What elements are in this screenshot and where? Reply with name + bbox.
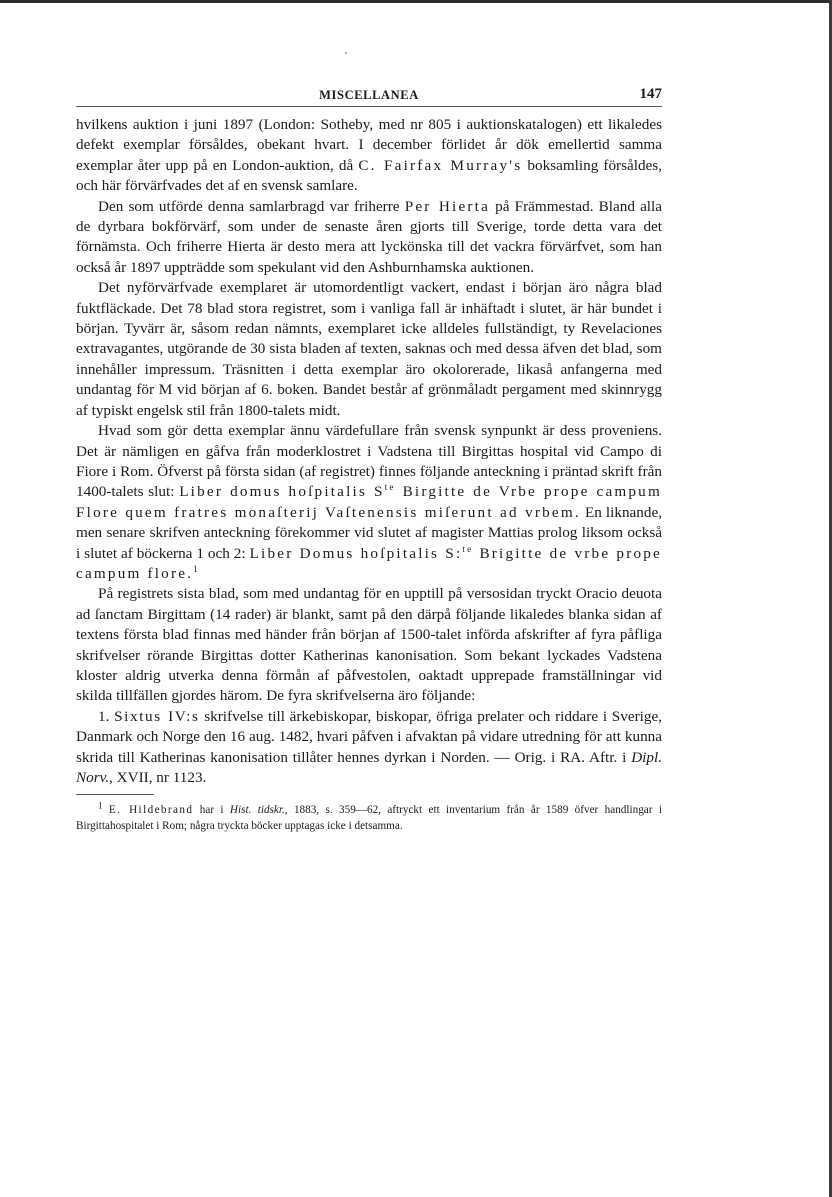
superscript: te	[462, 543, 474, 554]
text-span: på Främmestad. Bland alla de dyrbara bokförvärf, som under de senaste åren gjorts till Sverige, torde detta vara det förnämsta. Och friherre Hierta är desto mera att lyckönska till det vackra förvärfvet, som han också år 1897 uppträdde som spekulant vid den Ashburnhamska auktionen.	[76, 197, 662, 276]
text-span: har i	[193, 804, 230, 817]
text-span: Brigitte de vrbe prope campum flore.	[76, 544, 662, 582]
superscript: te	[384, 482, 396, 493]
text-span: XVII, nr 1123.	[112, 769, 207, 786]
page-header	[76, 86, 662, 106]
paragraph-5: På registrets sista blad, som med undantag för en upptill på versosidan tryckt Oracio deuota ad ſanctam Birgittam (14 rader) är blankt, samt på den därpå följande likaledes blanka sidan af textens första blad finnas med händer från början af 1500-talet införda afskrifter af fyra påfliga skrifvelser rörande Birgittas dotter Katherinas kanonisation. Som bekant lyckades Vadstena kloster aldrig utverka denna förmån af påfvestolen, oaktadt upprepade framställningar vid skilda tillfällen gjordes härom. De fyra skrifvelserna äro följande:	[76, 585, 662, 705]
list-number: 1.	[98, 707, 110, 725]
journal-title: Hist. tidskr.,	[229, 804, 288, 817]
footnote-author: E. Hildebrand	[108, 804, 194, 817]
footnote	[76, 800, 662, 834]
text-span: boksamling försåldes, och här förvärfvades det af en svensk samlare.	[76, 156, 663, 195]
text-span: hvilkens auktion i juni 1897 (London: Sotheby, med nr 805 i auktionskatalogen) ett likaledes defekt exemplar försåldes, obekant hvart. I december förlidet år dök emellertid samma exemplar åter upp på en London-auktion, då	[76, 116, 662, 174]
book-page	[76, 86, 662, 834]
footnote-rule	[76, 794, 154, 795]
citation-reference: Dipl. Norv.,	[76, 748, 662, 786]
body-text	[76, 115, 662, 788]
paragraph-3: Det nyförvärfvade exemplaret är utomordentligt vackert, endast i början äro några blad fuktfläckade. Det 78 blad stora registret, som i vanliga fall är inhäftadt i slutet, är här bundet i början. Tyvärr är, såsom redan nämnts, exemplaret icke alldeles fullständigt, ty Revelaciones extravagantes, utgörande de 30 sista bladen af texten, saknas och med dessa äfven det blad, som innehåller impressum. Träsnitten i detta exemplar äro okolorerade, likaså anfangerna med undantag för M vid början af 6. boken. Bandet består af grönmåladt pergament med skinnrygg af typiskt engelsk stil från 1800-talets midt.	[76, 279, 662, 419]
paragraph-1	[76, 115, 662, 197]
paragraph-2	[76, 197, 662, 279]
person-name: Per Hierta	[404, 197, 491, 215]
text-span: Liber domus hoſpitalis S	[179, 483, 385, 501]
paragraph-6	[76, 707, 662, 789]
text-span: En liknande, men senare skrifven anteckning förekommer vid slutet af magister Mattias prolog liksom också i slutet af böckerna 1 och 2:	[76, 503, 663, 562]
person-name: Sixtus IV:s	[114, 707, 200, 725]
text-span: skrifvelse till ärkebiskopar, biskopar, öfriga prelater och riddare i Sverige, Danmark och Norge den 16 aug. 1482, hvari påfven i afvaktan på vidare utredning för att kunna skrida till Katherinas kanonisation tillåter hennes dyrkan i Norden. — Orig. i RA. Aftr. i	[76, 707, 662, 766]
text-span: Liber Domus hoſpitalis S:	[249, 544, 463, 562]
text-span: 1883, s. 359—62, aftryckt ett inventarium från år 1589 öfver handlingar i Birgittahospitalet i Rom; några tryckta böcker upptagas icke i detsamma.	[76, 804, 662, 832]
header-rule	[76, 106, 662, 107]
paragraph-4	[76, 421, 662, 584]
footnote-number: 1	[98, 800, 103, 811]
running-title: MISCELLANEA	[319, 88, 419, 102]
text-span: Den som utförde denna samlarbragd var friherre	[98, 197, 405, 215]
page-number: 147	[639, 86, 662, 102]
page-edge-top	[0, 0, 832, 3]
person-name: C. Fairfax Murray's	[358, 156, 523, 174]
scan-speck	[345, 52, 347, 54]
text-span: Hvad som gör detta exemplar ännu värdefullare från svensk synpunkt är dess proveniens. Det är nämligen en gåfva från moderklostret i Vadstena till Birgittas hospital vid Campo di Fiore i Rom. Öfverst på första sidan (af registret) finnes följande anteckning i präntad skrift från 1400-talets slut:	[76, 422, 662, 501]
footnote-reference: 1	[193, 563, 198, 574]
text-span: Birgitte de Vrbe prope campum Flore quem fratres monaſterij Vaſtenensis miſerunt ad vrbem.	[76, 483, 662, 521]
